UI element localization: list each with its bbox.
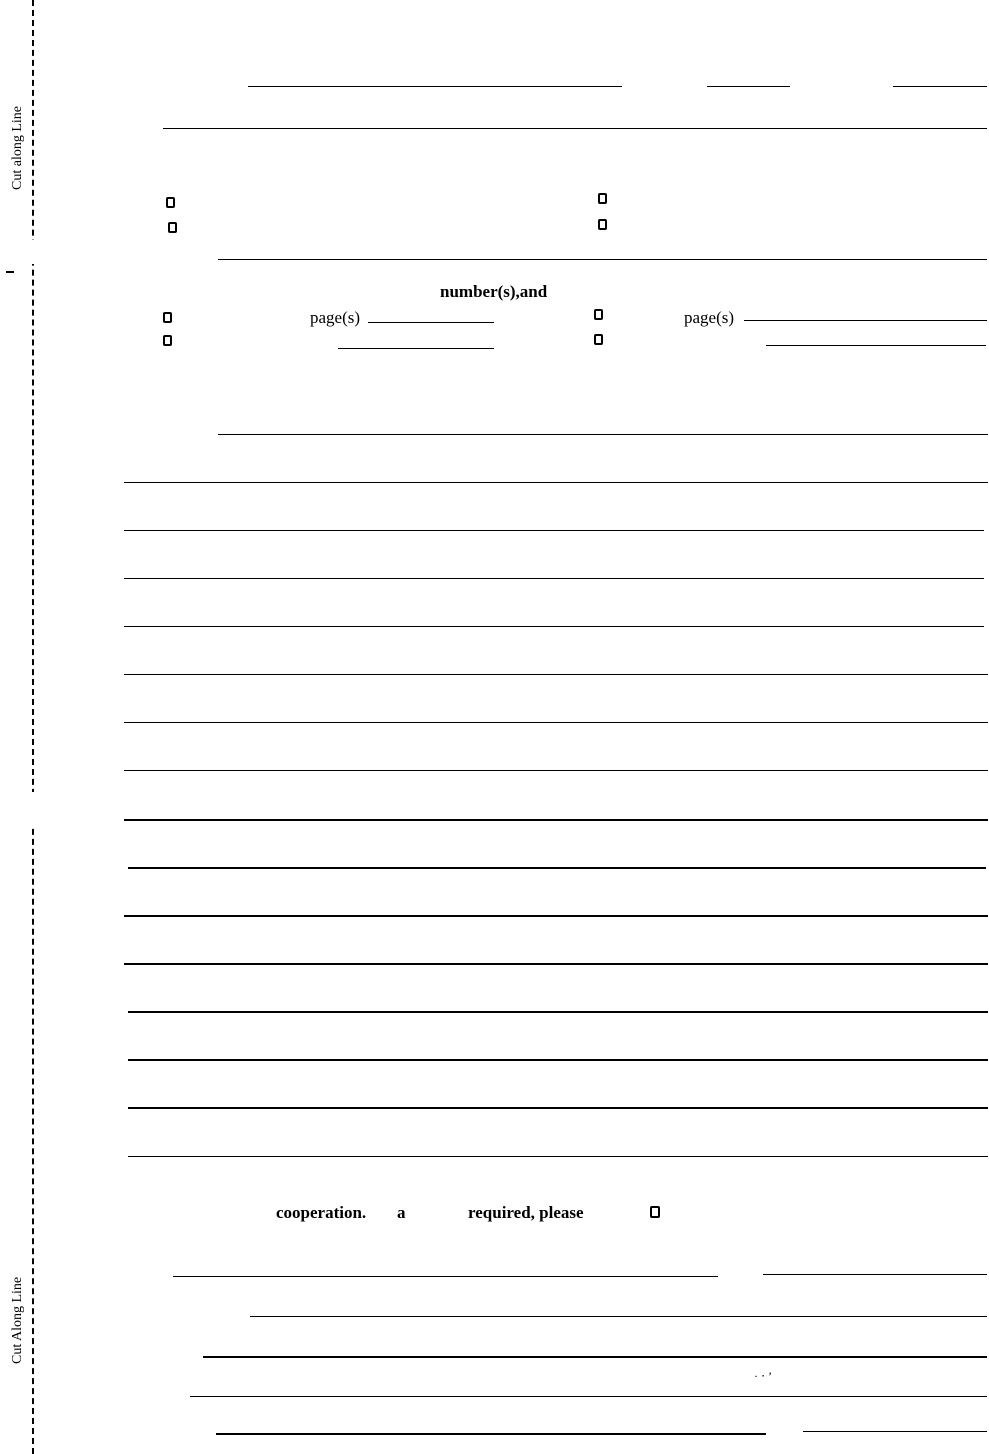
- short-field-line[interactable]: [707, 86, 790, 87]
- title-field-line[interactable]: [163, 128, 987, 129]
- comment-line[interactable]: [124, 819, 988, 821]
- cut-label-bottom: Cut Along Line: [10, 1276, 25, 1364]
- comment-line[interactable]: [128, 867, 986, 869]
- cut-line-gap: [26, 240, 40, 264]
- field-line[interactable]: [338, 348, 494, 349]
- checkbox[interactable]: [598, 193, 607, 204]
- field-line[interactable]: [218, 259, 987, 260]
- address-line[interactable]: [190, 1396, 987, 1397]
- cut-line: [32, 0, 34, 1454]
- checkbox[interactable]: [163, 335, 172, 346]
- cut-mark: [6, 271, 14, 273]
- cut-label-top: Cut along Line: [10, 106, 25, 190]
- checkbox[interactable]: [598, 219, 607, 230]
- name-field-line[interactable]: [248, 86, 622, 87]
- date-line[interactable]: [763, 1274, 987, 1275]
- page-label-right: page(s): [684, 308, 735, 327]
- number-label: number(s),and: [440, 282, 548, 301]
- comment-line[interactable]: [124, 770, 988, 771]
- comment-line[interactable]: [128, 1059, 988, 1061]
- comment-line[interactable]: [124, 963, 988, 965]
- field-line[interactable]: [218, 434, 988, 435]
- comment-line[interactable]: [124, 674, 988, 675]
- checkbox[interactable]: [166, 197, 175, 208]
- page-field-right[interactable]: [744, 320, 987, 321]
- checkbox[interactable]: [594, 334, 603, 345]
- field-line[interactable]: [766, 345, 986, 346]
- comment-line[interactable]: [124, 530, 984, 531]
- extension-line[interactable]: [803, 1431, 987, 1432]
- page-field-left[interactable]: [368, 322, 494, 323]
- checkbox[interactable]: [650, 1206, 660, 1218]
- comment-line[interactable]: [124, 482, 988, 483]
- comment-line[interactable]: [124, 626, 984, 627]
- comment-line[interactable]: [124, 915, 988, 917]
- comment-line[interactable]: [128, 1156, 988, 1157]
- address-line[interactable]: [203, 1356, 987, 1358]
- footer-word: cooperation.: [276, 1203, 367, 1222]
- phone-line[interactable]: [216, 1433, 766, 1435]
- checkbox[interactable]: [168, 222, 177, 233]
- checkbox[interactable]: [594, 309, 603, 320]
- comment-line[interactable]: [124, 722, 988, 723]
- name-line[interactable]: [173, 1276, 718, 1277]
- comment-line[interactable]: [128, 1011, 988, 1013]
- comment-line[interactable]: [124, 578, 984, 579]
- smudge: · ⋅ ’: [754, 1369, 773, 1383]
- page-label-left: page(s): [310, 308, 361, 327]
- comment-line[interactable]: [128, 1107, 988, 1109]
- checkbox[interactable]: [163, 312, 172, 323]
- footer-word: a: [397, 1203, 406, 1222]
- footer-word: required, please: [468, 1203, 584, 1222]
- short-field-line[interactable]: [893, 86, 987, 87]
- address-line[interactable]: [250, 1316, 987, 1317]
- cut-line-gap: [26, 792, 40, 828]
